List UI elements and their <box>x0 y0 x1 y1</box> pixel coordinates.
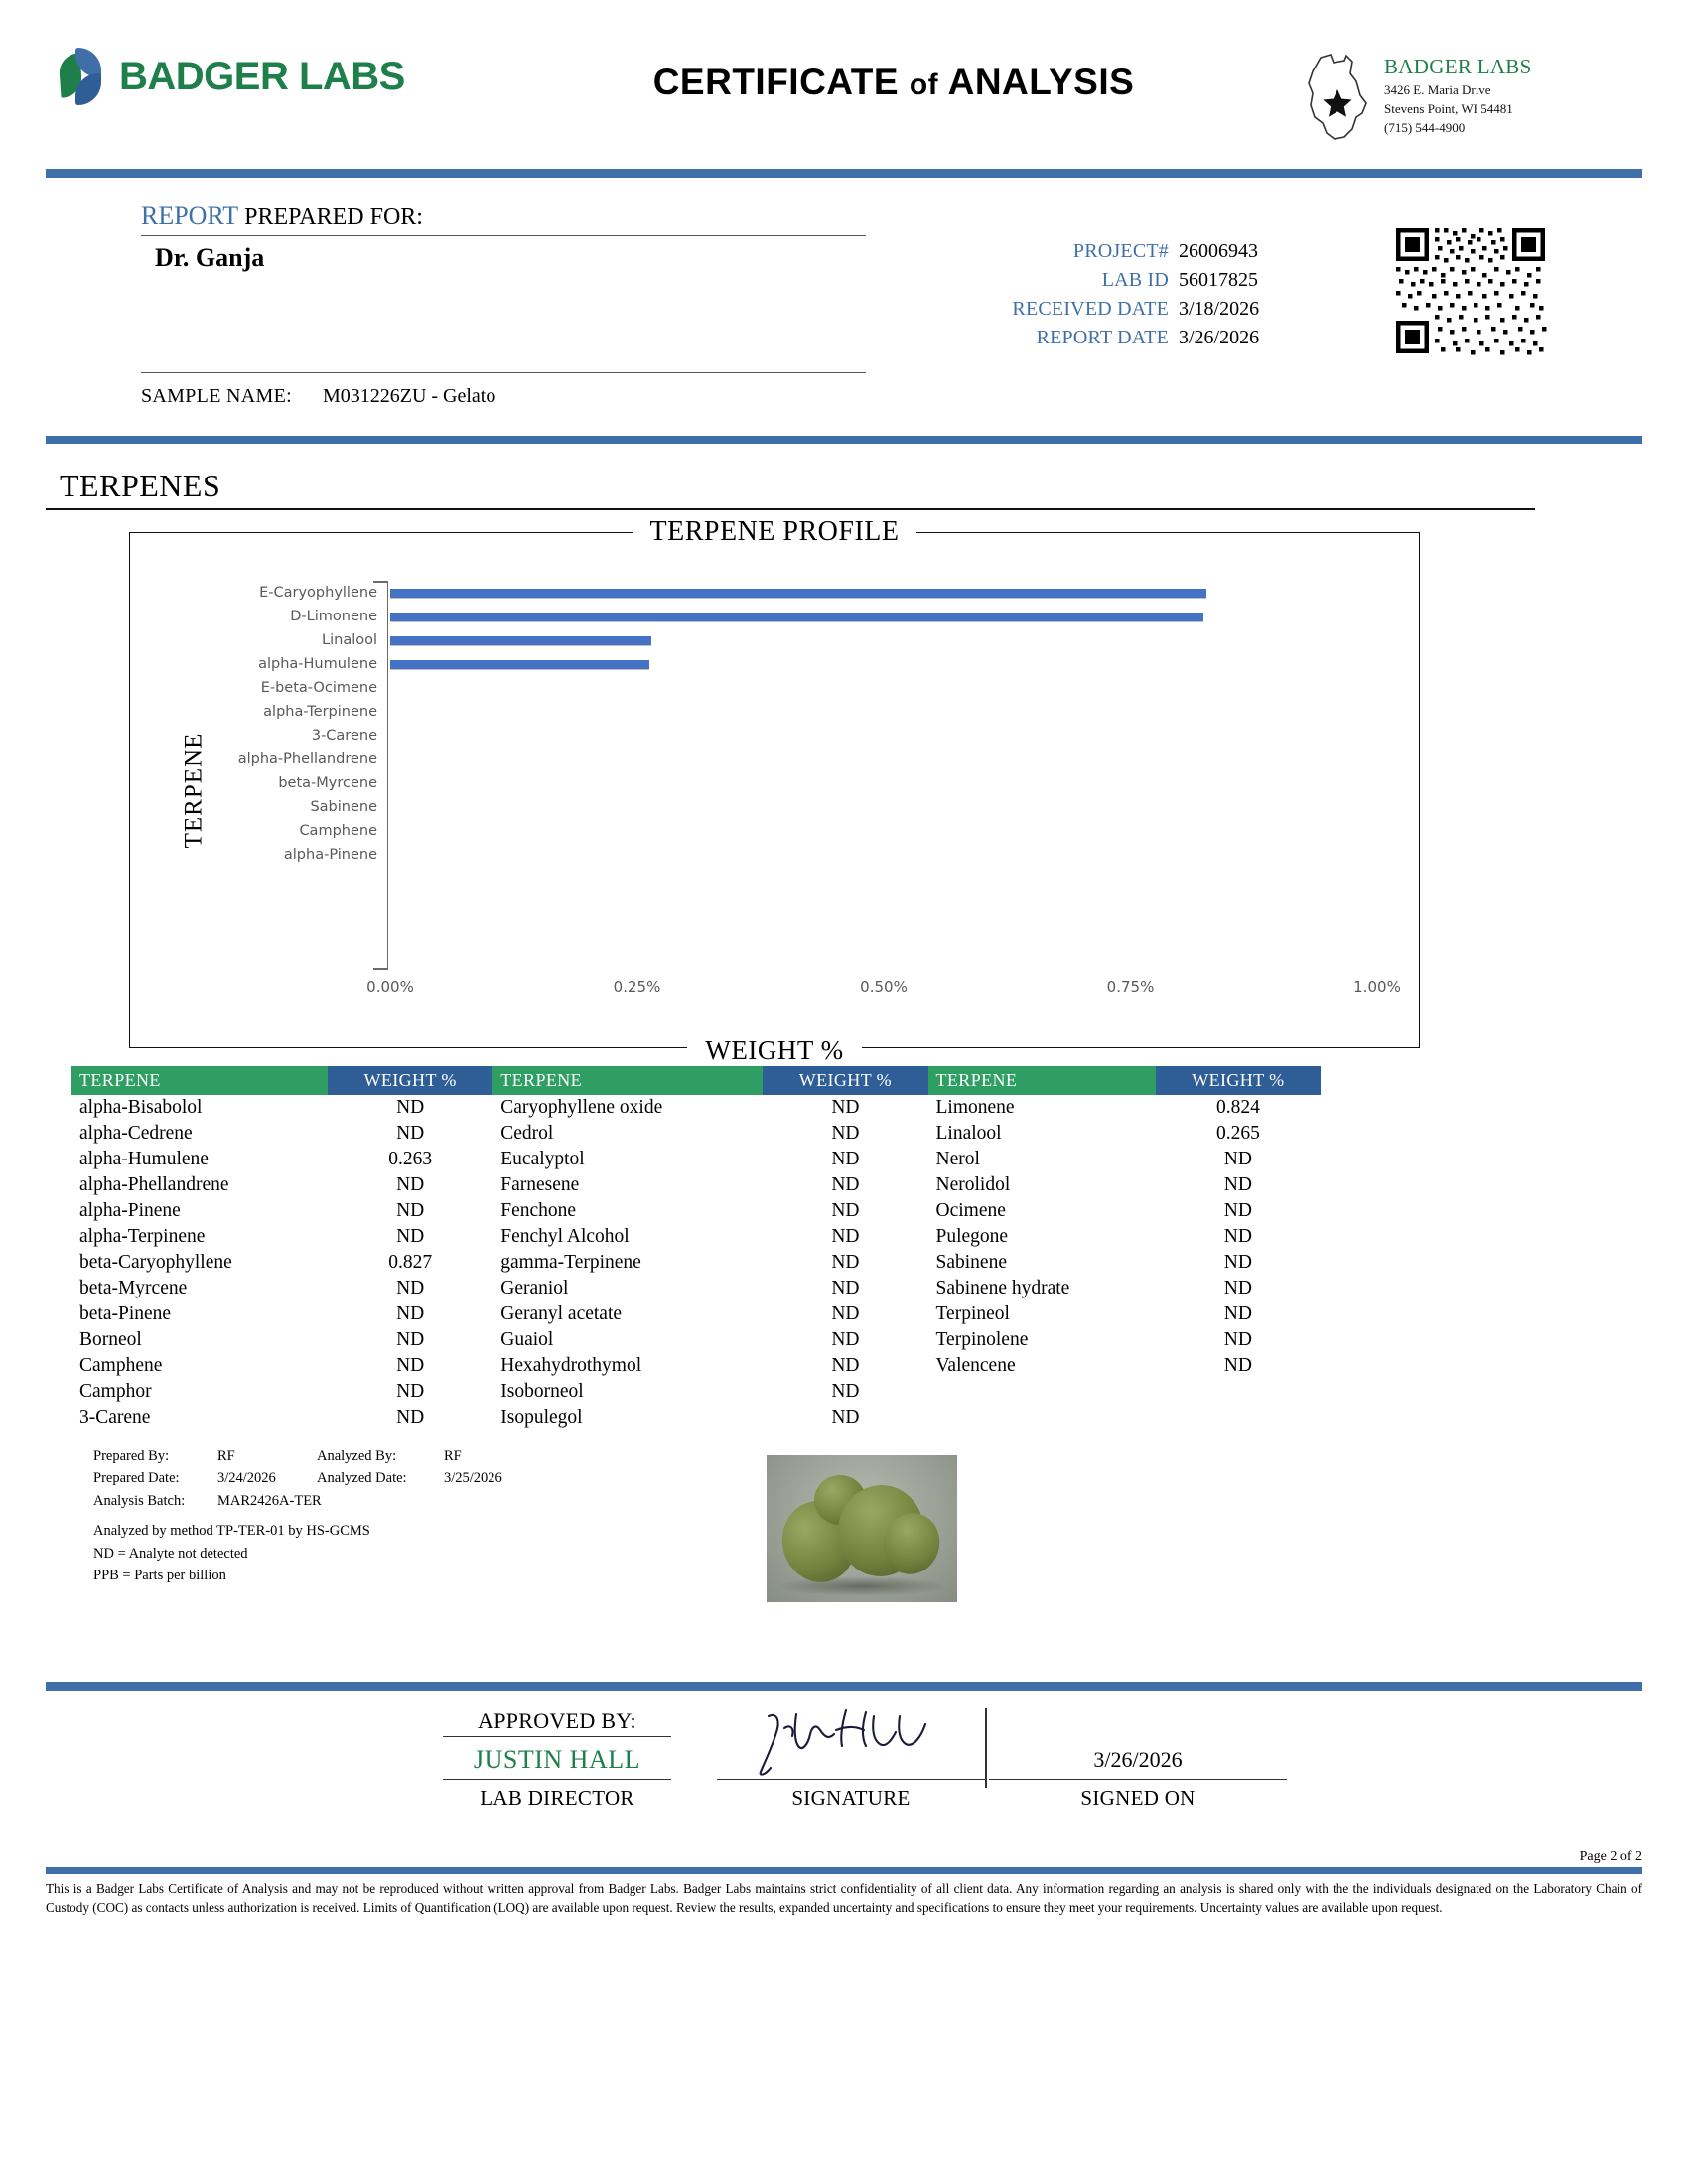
cell-weight: ND <box>831 1174 860 1195</box>
approver-role: LAB DIRECTOR <box>480 1786 634 1810</box>
chart-bar-row <box>390 676 1377 700</box>
cell-weight: ND <box>396 1329 425 1350</box>
chart-category: Sabinene <box>310 799 377 815</box>
cell-weight: ND <box>396 1407 425 1428</box>
footer-divider <box>46 1867 1642 1874</box>
prepared-by-label: Prepared By: <box>93 1448 170 1464</box>
sample-photo <box>767 1455 957 1602</box>
cell-weight: ND <box>396 1278 425 1298</box>
approval-vertical-rule <box>985 1708 987 1788</box>
chart-bar <box>390 589 1206 598</box>
prepared-date-value: 3/24/2026 <box>217 1470 276 1487</box>
lab-address-block <box>1301 48 1628 147</box>
cell-terpene: Eucalyptol <box>500 1149 585 1169</box>
chart-x-ticks <box>366 978 1401 1000</box>
cell-weight <box>1156 1379 1321 1405</box>
disclaimer-text: This is a Badger Labs Certificate of Analysis and may not be reproduced without written approval from Badger Labs. Badger Labs maintains strict confidentiality of all client data. Any information regarding an analysis is shared only with the the individuals designated on the Laboratory Chain of Custody (COC) as contacts unless authorization is received. Limits of Quantification (LOQ) are available upon request. Review the results, expanded uncertainty and specifications to ensure they meet your requirements. Uncertainty values are available upon request. <box>46 1881 1642 1915</box>
cell-weight: ND <box>831 1303 860 1324</box>
chart-bar-row <box>390 843 1377 867</box>
cell-terpene: Camphor <box>79 1381 152 1402</box>
chart-y-axis-title: TERPENE <box>180 732 208 849</box>
prepared-by-value: RF <box>217 1448 235 1464</box>
col-header-terpene-1: TERPENE <box>71 1066 328 1095</box>
cell-terpene: alpha-Phellandrene <box>79 1174 229 1195</box>
cell-weight: ND <box>1223 1174 1252 1195</box>
wisconsin-map-icon <box>1301 52 1374 147</box>
cell-terpene: Valencene <box>935 1355 1016 1376</box>
lab-name: BADGER LABS <box>1384 55 1532 78</box>
approved-by-label: APPROVED BY: <box>443 1708 671 1737</box>
table-row <box>71 1301 1321 1327</box>
chart-x-tick: 1.00% <box>1353 978 1401 996</box>
cell-weight: ND <box>396 1174 425 1195</box>
cell-terpene: alpha-Terpinene <box>79 1226 206 1247</box>
chart-bar-row <box>390 795 1377 819</box>
signature-area <box>717 1708 985 1780</box>
cell-weight: ND <box>396 1097 425 1118</box>
cell-terpene: Cedrol <box>500 1123 554 1144</box>
analyzed-by-value: RF <box>444 1448 462 1464</box>
cell-weight: ND <box>1223 1329 1252 1350</box>
cell-terpene: Terpineol <box>935 1303 1010 1324</box>
section-title: TERPENES <box>46 462 1535 510</box>
cell-terpene: alpha-Pinene <box>79 1200 181 1221</box>
chart-category: Linalool <box>322 632 377 648</box>
chart-bar-row <box>390 581 1377 605</box>
chart-category: Camphene <box>299 823 377 839</box>
section-heading-wrap <box>46 462 1642 510</box>
table-row <box>71 1327 1321 1353</box>
cell-weight: ND <box>396 1303 425 1324</box>
meta-value: 3/18/2026 <box>1179 298 1260 320</box>
chart-x-axis-title: WEIGHT % <box>687 1035 861 1065</box>
lab-phone: (715) 544-4900 <box>1384 120 1466 136</box>
cell-terpene: beta-Caryophyllene <box>79 1252 232 1273</box>
chart-title-wrap <box>130 516 1419 548</box>
cell-weight: ND <box>831 1278 860 1298</box>
approver-name: JUSTIN HALL <box>443 1737 671 1780</box>
chart-x-tick: 0.75% <box>1106 978 1155 996</box>
analysis-notes <box>93 1445 709 1587</box>
meta-label: REPORT DATE <box>1036 327 1169 348</box>
address-line-1: 3426 E. Maria Drive <box>1384 82 1491 98</box>
title-of: of <box>909 68 939 101</box>
col-header-weight-1: WEIGHT % <box>328 1066 492 1095</box>
chart-bar <box>390 636 651 645</box>
analyzed-date-value: 3/25/2026 <box>444 1470 502 1487</box>
cell-weight: 0.827 <box>388 1252 433 1273</box>
col-header-terpene-3: TERPENE <box>928 1066 1156 1095</box>
table-row <box>71 1276 1321 1301</box>
chart-bar-row <box>390 748 1377 771</box>
cell-terpene <box>928 1405 1156 1431</box>
cell-terpene: Fenchone <box>500 1200 577 1221</box>
title-rest: ANALYSIS <box>947 62 1135 102</box>
meta-value: 3/26/2026 <box>1179 327 1260 348</box>
client-name: Dr. Ganja <box>155 243 265 272</box>
cell-terpene: Ocimene <box>935 1200 1006 1221</box>
sample-name-label: SAMPLE NAME: <box>141 385 292 407</box>
table-row <box>71 1224 1321 1250</box>
chart-bar-row <box>390 819 1377 843</box>
ppb-note: PPB = Parts per billion <box>93 1568 226 1584</box>
chart-category: E-beta-Ocimene <box>260 680 377 696</box>
cell-terpene: Guaiol <box>500 1329 554 1350</box>
signature-icon <box>751 1706 949 1780</box>
cell-terpene: Terpinolene <box>935 1329 1029 1350</box>
page-number: Page 2 of 2 <box>1579 1849 1642 1864</box>
cell-terpene: Farnesene <box>500 1174 580 1195</box>
cell-terpene: beta-Myrcene <box>79 1278 188 1298</box>
chart-bar-row <box>390 724 1377 748</box>
chart-bars <box>390 581 1377 970</box>
chart-category: D-Limonene <box>290 609 377 624</box>
chart-bar-row <box>390 771 1377 795</box>
address-lines <box>1384 52 1532 147</box>
col-header-terpene-2: TERPENE <box>492 1066 763 1095</box>
col-header-weight-2: WEIGHT % <box>763 1066 927 1095</box>
analysis-batch-label: Analysis Batch: <box>93 1492 186 1509</box>
report-meta-table <box>898 237 1315 352</box>
cell-terpene: Pulegone <box>935 1226 1009 1247</box>
cell-weight: ND <box>831 1123 860 1144</box>
cell-weight: ND <box>396 1381 425 1402</box>
cell-weight: ND <box>396 1226 425 1247</box>
chart-bar <box>390 660 649 669</box>
brand-name: BADGER LABS <box>119 54 405 98</box>
table-header-row <box>71 1066 1321 1095</box>
cell-terpene <box>928 1379 1156 1405</box>
chart-category: beta-Myrcene <box>278 775 377 791</box>
cell-weight: ND <box>831 1407 860 1428</box>
analysis-batch-value: MAR2426A-TER <box>217 1492 322 1509</box>
terpene-profile-chart <box>129 516 1420 1065</box>
table-row <box>71 1250 1321 1276</box>
meta-row <box>898 237 1315 266</box>
table-row <box>71 1147 1321 1172</box>
cell-weight: ND <box>1223 1252 1252 1273</box>
chart-title: TERPENE PROFILE <box>633 516 917 547</box>
cell-weight: 0.263 <box>388 1149 433 1169</box>
cell-weight: ND <box>1223 1149 1252 1169</box>
cell-terpene: Nerol <box>935 1149 980 1169</box>
cell-terpene: Sabinene hydrate <box>935 1278 1070 1298</box>
cell-terpene: Sabinene <box>935 1252 1007 1273</box>
sample-name-value: M031226ZU - Gelato <box>322 385 496 407</box>
meta-value: 26006943 <box>1179 240 1258 262</box>
approval-block <box>46 1691 1642 1849</box>
cell-terpene: Geranyl acetate <box>500 1303 623 1324</box>
chart-bar <box>390 613 1203 621</box>
header-divider <box>46 169 1642 178</box>
analyzed-by-label: Analyzed By: <box>317 1448 397 1464</box>
prepared-date-label: Prepared Date: <box>93 1470 180 1487</box>
meta-label: RECEIVED DATE <box>1012 298 1169 320</box>
chart-bar-row <box>390 700 1377 724</box>
chart-x-tick: 0.00% <box>366 978 414 996</box>
chart-bar-row <box>390 605 1377 628</box>
signature-column <box>717 1708 985 1811</box>
page-header <box>0 0 1688 169</box>
cell-terpene: Camphene <box>79 1355 163 1376</box>
chart-category: E-Caryophyllene <box>259 585 377 601</box>
signed-on-date: 3/26/2026 <box>989 1708 1287 1780</box>
cell-terpene: alpha-Humulene <box>79 1149 209 1169</box>
table-row <box>71 1172 1321 1198</box>
cell-terpene: Limonene <box>935 1097 1015 1118</box>
cell-weight: ND <box>831 1200 860 1221</box>
table-row <box>71 1095 1321 1121</box>
notes-and-photo <box>71 1441 1642 1640</box>
page-title <box>487 48 1301 103</box>
badger-labs-logo <box>60 48 487 105</box>
chart-plot-area <box>390 581 1377 970</box>
chart-category-labels <box>190 581 388 970</box>
sample-name-row <box>141 372 866 408</box>
chart-bar-row <box>390 628 1377 652</box>
chart-bar-row <box>390 652 1377 676</box>
chart-category: alpha-Phellandrene <box>237 751 377 767</box>
prepared-for-rest: PREPARED FOR: <box>238 205 423 230</box>
chart-x-tick: 0.50% <box>860 978 908 996</box>
cell-weight: ND <box>396 1123 425 1144</box>
cell-weight: ND <box>831 1226 860 1247</box>
cell-terpene: Geraniol <box>500 1278 569 1298</box>
approval-divider <box>46 1682 1642 1691</box>
cell-weight: ND <box>831 1355 860 1376</box>
section-divider <box>46 436 1642 444</box>
cell-terpene: Isopulegol <box>500 1407 583 1428</box>
cell-terpene: Caryophyllene oxide <box>500 1097 663 1118</box>
cell-terpene: 3-Carene <box>79 1407 151 1428</box>
cell-weight: ND <box>1223 1303 1252 1324</box>
cell-terpene: Hexahydrothymol <box>500 1355 642 1376</box>
address-line-2: Stevens Point, WI 54481 <box>1384 101 1513 117</box>
meta-row <box>898 266 1315 295</box>
signed-on-column <box>989 1708 1287 1811</box>
table-row <box>71 1379 1321 1405</box>
prepared-for-heading <box>141 202 866 236</box>
cell-terpene: beta-Pinene <box>79 1303 172 1324</box>
cell-weight: ND <box>831 1329 860 1350</box>
table-row <box>71 1198 1321 1224</box>
cell-terpene: Fenchyl Alcohol <box>500 1226 630 1247</box>
nd-note: ND = Analyte not detected <box>93 1545 248 1562</box>
leaf-logo-icon <box>60 48 105 105</box>
cell-weight: ND <box>1223 1200 1252 1221</box>
cell-weight <box>1156 1405 1321 1431</box>
table-row <box>71 1405 1321 1431</box>
cell-weight: ND <box>396 1200 425 1221</box>
chart-category: 3-Carene <box>311 728 377 744</box>
cell-terpene: gamma-Terpinene <box>500 1252 641 1273</box>
terpene-results-table <box>71 1066 1321 1431</box>
cell-weight: ND <box>831 1149 860 1169</box>
cell-weight: ND <box>1223 1226 1252 1247</box>
meta-row <box>898 324 1315 352</box>
chart-category: alpha-Pinene <box>283 847 377 863</box>
cell-weight: ND <box>1223 1355 1252 1376</box>
cell-weight: ND <box>396 1355 425 1376</box>
cell-terpene: alpha-Cedrene <box>79 1123 193 1144</box>
prepared-for-prefix: REPORT <box>141 202 239 230</box>
meta-label: PROJECT# <box>1072 240 1169 262</box>
chart-category: alpha-Terpinene <box>263 704 377 720</box>
chart-x-axis-title-wrap <box>130 1035 1419 1066</box>
table-row <box>71 1353 1321 1379</box>
qr-code[interactable] <box>1393 225 1548 356</box>
chart-x-tick: 0.25% <box>613 978 661 996</box>
cell-weight: ND <box>831 1252 860 1273</box>
meta-value: 56017825 <box>1179 269 1258 291</box>
cell-terpene: Isoborneol <box>500 1381 584 1402</box>
approved-by-column <box>443 1708 671 1811</box>
report-info-block <box>46 178 1642 436</box>
cell-weight: 0.265 <box>1215 1123 1260 1144</box>
cell-weight: 0.824 <box>1215 1097 1260 1118</box>
method-note: Analyzed by method TP-TER-01 by HS-GCMS <box>93 1523 370 1540</box>
cell-weight: ND <box>831 1381 860 1402</box>
table-row <box>71 1121 1321 1147</box>
meta-row <box>898 295 1315 324</box>
cell-terpene: Borneol <box>79 1329 142 1350</box>
signature-label: SIGNATURE <box>791 1786 911 1810</box>
title-main: CERTIFICATE <box>652 62 900 102</box>
cell-weight: ND <box>831 1097 860 1118</box>
meta-label: LAB ID <box>1101 269 1169 291</box>
col-header-weight-3: WEIGHT % <box>1156 1066 1321 1095</box>
cell-terpene: alpha-Bisabolol <box>79 1097 203 1118</box>
analyzed-date-label: Analyzed Date: <box>317 1470 407 1487</box>
chart-category: alpha-Humulene <box>258 656 377 672</box>
cell-terpene: Linalool <box>935 1123 1002 1144</box>
cell-terpene: Nerolidol <box>935 1174 1011 1195</box>
cell-weight: ND <box>1223 1278 1252 1298</box>
signed-on-label: SIGNED ON <box>1080 1786 1196 1810</box>
